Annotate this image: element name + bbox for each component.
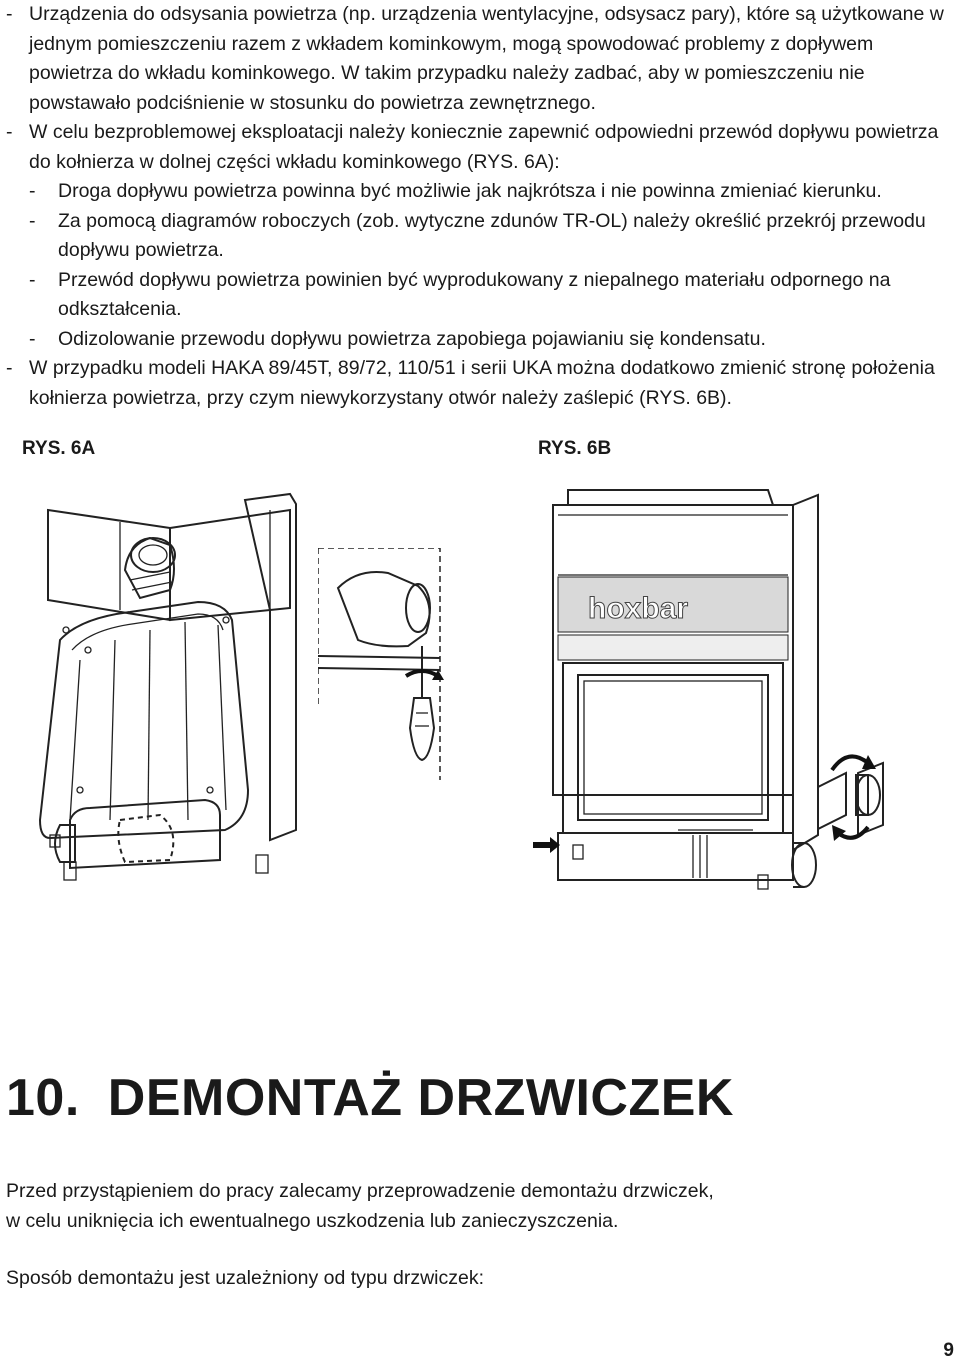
- figure-6b-drawing: [528, 485, 898, 905]
- section-number: 10.: [6, 1069, 80, 1127]
- list-dash: -: [29, 268, 36, 291]
- list-item-text: Za pomocą diagramów roboczych (zob. wytyczne zdunów TR-OL) należy określić przekrój przewodu dopływu powietrza.: [58, 209, 926, 261]
- section-title: [6, 1068, 734, 1128]
- list-dash: -: [29, 180, 36, 202]
- list-item: [6, 266, 946, 325]
- list-dash: -: [6, 121, 13, 143]
- figure-6b: [528, 485, 898, 905]
- list-item-text: Odizolowanie przewodu dopływu powietrza zapobiega pojawianiu się kondensatu.: [58, 327, 766, 350]
- page-number: 9: [943, 1340, 954, 1361]
- instructions-list: [6, 0, 946, 413]
- list-dash: -: [6, 357, 13, 379]
- list-item-text: Droga dopływu powietrza powinna być możliwie jak najkrótsza i nie powinna zmieniać kierunku.: [58, 180, 882, 202]
- list-dash: -: [29, 327, 36, 350]
- logo-text: hoxbar: [588, 592, 689, 625]
- list-item: [6, 354, 946, 413]
- list-item: [6, 177, 946, 207]
- list-item-text: W przypadku modeli HAKA 89/45T, 89/72, 110/51 i serii UKA można dodatkowo zmienić stronę położenia kołnierza powietrza, przy czym niewykorzystany otwór należy zaślepić (RYS. 6B).: [29, 357, 935, 409]
- list-item: [6, 0, 946, 118]
- list-item: [6, 325, 946, 355]
- list-item-text: Przewód dopływu powietrza powinien być wyprodukowany z niepalnego materiału odpornego na odkształcenia.: [58, 268, 891, 320]
- detail-inset: [318, 548, 448, 780]
- section-title-text: DEMONTAŻ DRZWICZEK: [107, 1069, 734, 1127]
- intro-line-2: w celu uniknięcia ich ewentualnego uszkodzenia lub zanieczyszczenia.: [6, 1209, 619, 1232]
- list-dash: -: [6, 3, 13, 25]
- detail-inset-drawing: [318, 548, 448, 780]
- list-item-text: Urządzenia do odsysania powietrza (np. urządzenia wentylacyjne, odsysacz pary), które są użytkowane w jednym pomieszczeniu razem z wkładem kominkowym, mogą spowodować problemy z dopływem powietrza do wkładu kominkowego. W takim przypadku należy zadbać, aby w pomieszczeniu nie powstawało podciśnienie w stosunku do powietrza zewnętrznego.: [29, 3, 944, 114]
- intro-line-1: Przed przystąpieniem do pracy zalecamy przeprowadzenie demontażu drzwiczek,: [6, 1180, 714, 1202]
- list-item: [6, 118, 946, 177]
- method-paragraph: Sposób demontażu jest uzależniony od typu drzwiczek:: [6, 1267, 485, 1289]
- list-item-text: W celu bezproblemowej eksploatacji należy koniecznie zapewnić odpowiedni przewód dopływu powietrza do kołnierza w dolnej części wkładu kominkowego (RYS. 6A):: [29, 121, 939, 173]
- intro-paragraph: [6, 1177, 946, 1236]
- list-item: [6, 207, 946, 266]
- list-dash: -: [29, 209, 36, 232]
- figure-a-label: RYS. 6A: [22, 438, 96, 459]
- figure-b-label: RYS. 6B: [538, 438, 612, 459]
